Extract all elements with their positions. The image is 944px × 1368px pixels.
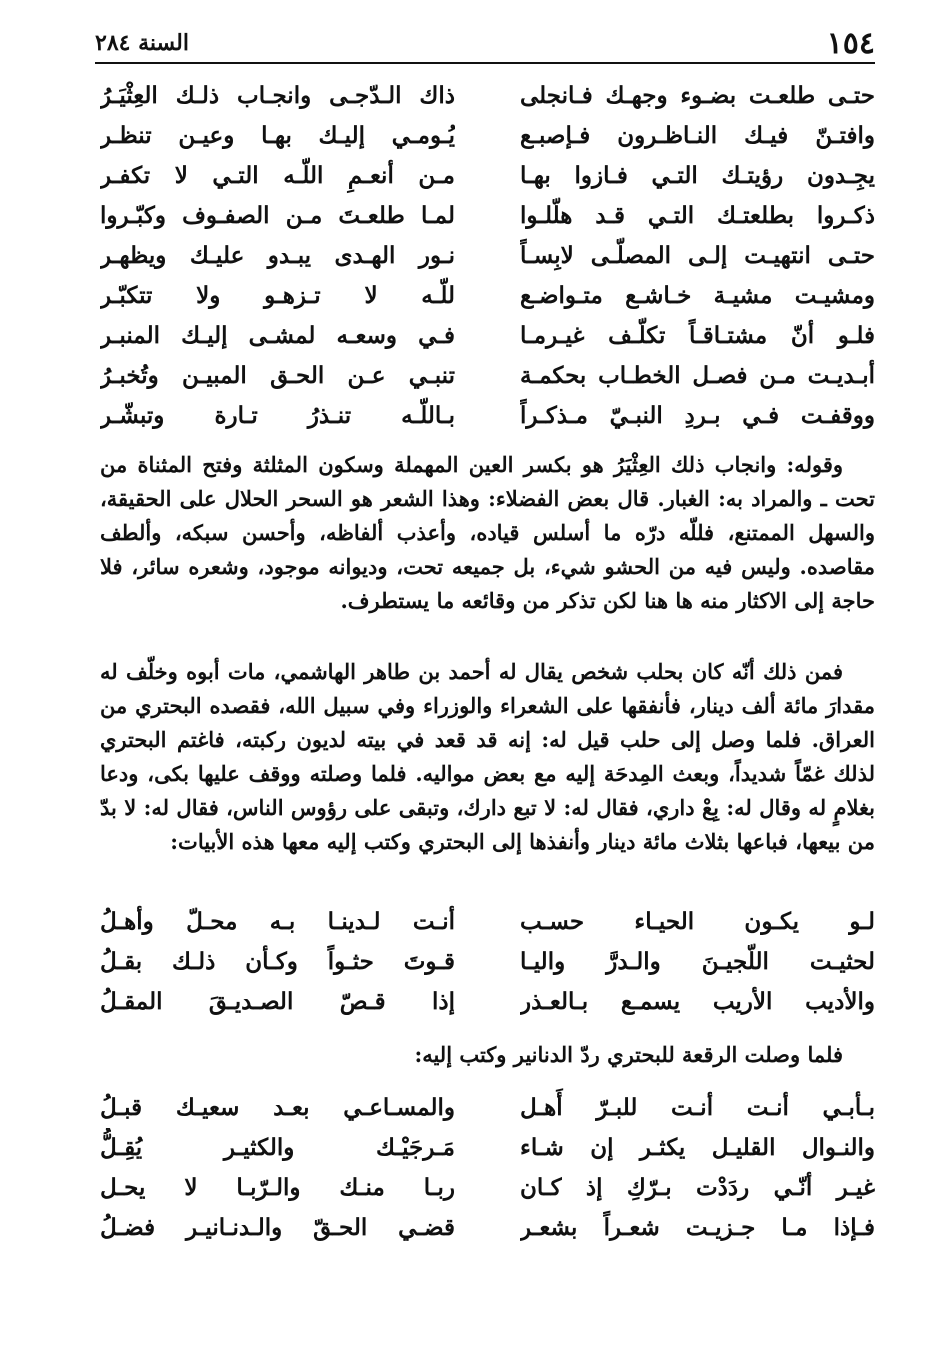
poem-1 — [100, 76, 875, 436]
poem-line — [100, 276, 875, 316]
second-hemistich: إذا قـصّ الصـديـقَ المقـلُ — [100, 988, 455, 1015]
second-hemistich: ربـا منـك والـرّبـا لا يحـل — [100, 1174, 455, 1201]
poem-line — [100, 316, 875, 356]
poem-line — [100, 1128, 875, 1168]
poem-line — [100, 236, 875, 276]
poem-line — [100, 902, 875, 942]
second-hemistich: مـن أنعـمِ اللّـه التـي لا تكفـر — [100, 162, 455, 189]
second-hemistich: مَـرجَيْـك والكثيـر يُقِـلُّ — [100, 1134, 455, 1161]
poem-line — [100, 196, 875, 236]
second-hemistich: نـور الهـدى يبـدو عليـك ويظهـر — [100, 242, 455, 269]
poem-line — [100, 116, 875, 156]
first-hemistich: ومشيـت مشيـة خـاشـع متـواضـع — [520, 282, 875, 309]
poem-line — [100, 1208, 875, 1248]
header-rule — [95, 62, 875, 64]
poem-line — [100, 396, 875, 436]
second-hemistich: يُـومـي إليـك بهـا وعيـن تنظـر — [100, 122, 455, 149]
first-hemistich: حتـى طلعـت بضـوء وجهـك فـانجلى — [520, 82, 875, 109]
second-hemistich: ذاك الـدّجـى وانجـاب ذلـك العِثْيَـرُ — [100, 82, 455, 109]
second-hemistich: قضـي الحـقّ والـدنـانيـر فضـلُ — [100, 1214, 455, 1241]
poem-line — [100, 942, 875, 982]
first-hemistich: فلـو أنّ مشتـاقـاً تكلّـف غيـرمـا — [520, 322, 875, 349]
poem-line — [100, 982, 875, 1022]
second-hemistich: والمسـاعـي بعـد سعيـك قبـلُ — [100, 1094, 455, 1121]
page-header — [95, 18, 875, 64]
first-hemistich: غيـر أنّـي ردَدْت بـرّكِ إذ كـان — [520, 1174, 875, 1201]
narrative-paragraph: فمن ذلك أنّه كان بحلب شخص يقال له أحمد بن طاهر الهاشمي، مات أبوه وخلّف له مقدارَ مائة ألف دينار، فأنفقها على الشعراء والوزراء وفي سبيل الله، فقصده البحتري من العراق. فلما وصل إلى حلب قيل له: إنه قد قعد في بيته لديون ركبته، فاغتم البحتري لذلك غمّاً شديداً، وبعث المِدحَة إليه مع بعض مواليه. فلما وصلته ووقف عليها بكى، ودعا بغلامٍ له وقال له: بِعْ داري، فقال له: لا تبع دارك، وتبقى على رؤوس الناس، فقال له: لا بدّ من بيعها، فباعها بثلاث مائة دينار وأنفذها إلى البحتري وكتب إليه معها هذه الأبيات: — [100, 659, 875, 854]
second-hemistich: أنـت لـدينـا بـه محـلّ وأهـلُ — [100, 908, 455, 935]
first-hemistich: يجِـدون رؤيتـك التـي فـازوا بهـا — [520, 162, 875, 189]
commentary-paragraph: وقوله: وانجاب ذلك العِثْيَرُ هو بكسر العين المهملة وسكون المثلثة وفتح المثناة من تحت ـ والمراد به: الغبار. قال بعض الفضلاء: وهذا الشعر هو السحر الحلال على الحقيقة، والسهل الممتنع، فللّه درّه ما أسلس قياده، وأعذب ألفاظه، وأحسن سبكه، وألطف مقاصده. وليس فيه من الحشو شيء، بل جميعه تحت، وديوانه موجود، وشعره سائر، فلا حاجة إلى الاكثار منه ها هنا لكن تذكر من وقائعه ما يستطرف. — [100, 452, 875, 613]
second-hemistich: قـوتَ حثـواً وكـأن ذلـك بقـلُ — [100, 948, 455, 975]
first-hemistich: فـإذا مـا جـزيـت شعـراً بشعـر — [520, 1214, 875, 1241]
first-hemistich: بـأبـي أنـت أنـت للبـرّ أَهـل — [520, 1094, 875, 1121]
poem-line — [100, 1168, 875, 1208]
first-hemistich: لـو يكـون الحيـاء حسـب — [520, 908, 875, 935]
second-hemistich: تنبـي عـن الحـق المبيـن وتُخبـرُ — [100, 362, 455, 389]
first-hemistich: ووقفـت فـي بـردِ النبـيّ مـذكـراً — [520, 402, 875, 429]
poem-3 — [100, 1088, 875, 1248]
poem-line — [100, 1088, 875, 1128]
poem-line — [100, 356, 875, 396]
running-head-year: السنة ٢٨٤ — [95, 30, 189, 56]
first-hemistich: ذكـروا بطلعتـك التـي قـد هلّلـوا — [520, 202, 875, 229]
page-number: ١٥٤ — [826, 26, 875, 61]
first-hemistich: والنـوال القليـل يكثـر إن شـاء — [520, 1134, 875, 1161]
second-hemistich: للّـه لا تـزهـو ولا تتكبّـر — [100, 282, 455, 309]
poem-line — [100, 156, 875, 196]
first-hemistich: والأديب الأريب يسمـع بـالعـذر — [520, 988, 875, 1015]
poem-2 — [100, 902, 875, 1022]
verse-intro-line: فلما وصلت الرقعة للبحتري ردّ الدنانير وكتب إليه: — [414, 1042, 843, 1067]
first-hemistich: وافتـنّ فيـك النـاظـرون فـإصبـع — [520, 122, 875, 149]
poem-line — [100, 76, 875, 116]
first-hemistich: لحثيـت اللّجيـنَ والـدرَّ واليـا — [520, 948, 875, 975]
first-hemistich: حتـى انتهيـت إلـى المصلّـى لابِسـاً — [520, 242, 875, 269]
second-hemistich: لمـا طلعـتَ مـن الصفـوف وكبّـروا — [100, 202, 455, 229]
second-hemistich: فـي وسعـه لمشـى إليـك المنبـر — [100, 322, 455, 349]
first-hemistich: أبـديـت مـن فصـل الخطـاب بحكمـة — [520, 362, 875, 389]
second-hemistich: بـاللّـه تنـذرُ تـارة وتبشّـر — [100, 402, 455, 429]
